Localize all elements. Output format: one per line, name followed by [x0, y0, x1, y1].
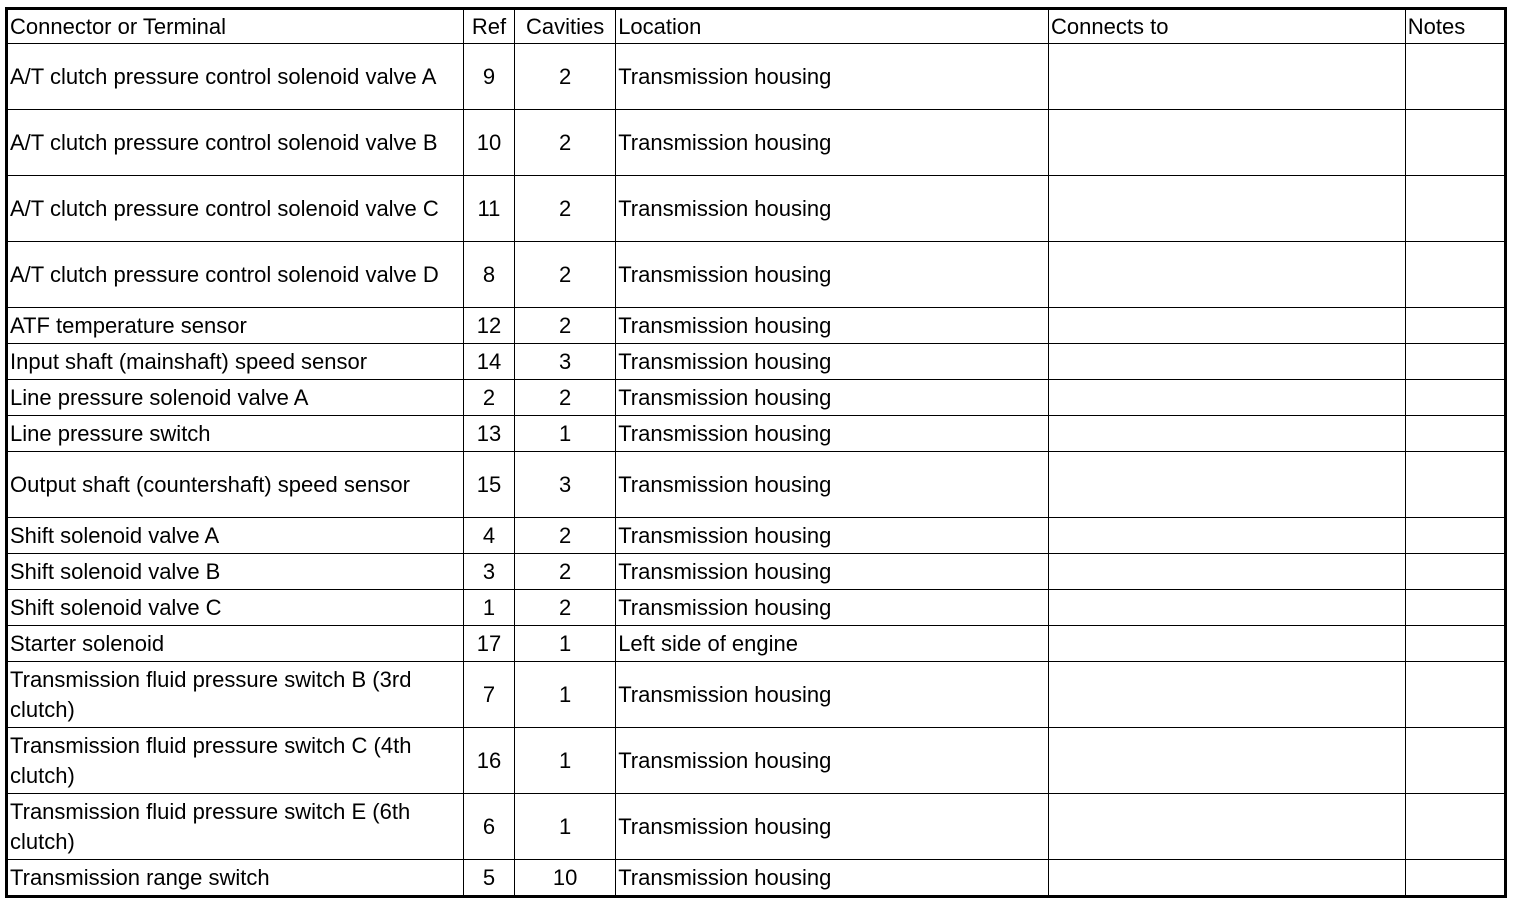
cell-connector: Shift solenoid valve A — [7, 518, 464, 554]
cell-ref: 15 — [463, 452, 514, 518]
cell-ref: 14 — [463, 344, 514, 380]
cell-connector: ATF temperature sensor — [7, 308, 464, 344]
cell-cavities: 3 — [515, 344, 616, 380]
table-row — [7, 860, 1506, 897]
cell-ref: 9 — [463, 44, 514, 110]
cell-connector: Transmission fluid pressure switch B (3rd clutch) — [7, 662, 464, 728]
cell-ref: 4 — [463, 518, 514, 554]
cell-connects-to — [1049, 308, 1406, 344]
header-connector: Connector or Terminal — [7, 9, 464, 44]
cell-notes — [1405, 728, 1505, 794]
cell-notes — [1405, 554, 1505, 590]
cell-ref: 8 — [463, 242, 514, 308]
cell-connects-to — [1049, 110, 1406, 176]
table-row — [7, 416, 1506, 452]
cell-connects-to — [1049, 344, 1406, 380]
cell-cavities: 10 — [515, 860, 616, 897]
cell-cavities: 2 — [515, 554, 616, 590]
cell-ref: 12 — [463, 308, 514, 344]
cell-location: Transmission housing — [616, 242, 1049, 308]
table-body — [7, 44, 1506, 897]
cell-connector: Shift solenoid valve C — [7, 590, 464, 626]
cell-notes — [1405, 110, 1505, 176]
cell-location: Transmission housing — [616, 380, 1049, 416]
cell-location: Transmission housing — [616, 176, 1049, 242]
cell-notes — [1405, 590, 1505, 626]
cell-location: Transmission housing — [616, 662, 1049, 728]
cell-cavities: 2 — [515, 176, 616, 242]
cell-cavities: 2 — [515, 380, 616, 416]
table-row — [7, 380, 1506, 416]
cell-ref: 11 — [463, 176, 514, 242]
cell-notes — [1405, 380, 1505, 416]
cell-connector: Shift solenoid valve B — [7, 554, 464, 590]
cell-cavities: 3 — [515, 452, 616, 518]
header-cavities: Cavities — [515, 9, 616, 44]
cell-connects-to — [1049, 44, 1406, 110]
cell-cavities: 2 — [515, 518, 616, 554]
cell-ref: 3 — [463, 554, 514, 590]
cell-connects-to — [1049, 380, 1406, 416]
connector-table-sheet — [5, 7, 1507, 898]
cell-notes — [1405, 176, 1505, 242]
cell-location: Transmission housing — [616, 518, 1049, 554]
cell-location: Transmission housing — [616, 44, 1049, 110]
cell-ref: 6 — [463, 794, 514, 860]
cell-location: Transmission housing — [616, 860, 1049, 897]
cell-connects-to — [1049, 626, 1406, 662]
cell-location: Transmission housing — [616, 590, 1049, 626]
cell-connects-to — [1049, 860, 1406, 897]
cell-connects-to — [1049, 242, 1406, 308]
cell-notes — [1405, 242, 1505, 308]
cell-notes — [1405, 308, 1505, 344]
cell-location: Transmission housing — [616, 554, 1049, 590]
cell-notes — [1405, 416, 1505, 452]
cell-connector: A/T clutch pressure control solenoid valve A — [7, 44, 464, 110]
table-row — [7, 518, 1506, 554]
table-row — [7, 110, 1506, 176]
header-row — [7, 9, 1506, 44]
table-row — [7, 626, 1506, 662]
cell-connector: A/T clutch pressure control solenoid valve C — [7, 176, 464, 242]
cell-location: Transmission housing — [616, 416, 1049, 452]
cell-cavities: 1 — [515, 416, 616, 452]
cell-ref: 17 — [463, 626, 514, 662]
cell-notes — [1405, 452, 1505, 518]
cell-connector: Starter solenoid — [7, 626, 464, 662]
cell-ref: 2 — [463, 380, 514, 416]
cell-ref: 13 — [463, 416, 514, 452]
table-row — [7, 176, 1506, 242]
cell-connects-to — [1049, 518, 1406, 554]
cell-connector: Input shaft (mainshaft) speed sensor — [7, 344, 464, 380]
connector-table — [5, 7, 1507, 898]
cell-ref: 7 — [463, 662, 514, 728]
table-row — [7, 662, 1506, 728]
table-row — [7, 590, 1506, 626]
cell-notes — [1405, 518, 1505, 554]
table-row — [7, 554, 1506, 590]
cell-cavities: 2 — [515, 44, 616, 110]
cell-connector: Transmission fluid pressure switch C (4th clutch) — [7, 728, 464, 794]
cell-location: Transmission housing — [616, 452, 1049, 518]
cell-ref: 5 — [463, 860, 514, 897]
cell-cavities: 2 — [515, 590, 616, 626]
header-connects-to: Connects to — [1049, 9, 1406, 44]
cell-cavities: 1 — [515, 728, 616, 794]
header-notes: Notes — [1405, 9, 1505, 44]
cell-connects-to — [1049, 452, 1406, 518]
cell-connects-to — [1049, 662, 1406, 728]
cell-cavities: 1 — [515, 662, 616, 728]
cell-connects-to — [1049, 416, 1406, 452]
cell-connects-to — [1049, 554, 1406, 590]
cell-connector: Transmission fluid pressure switch E (6th clutch) — [7, 794, 464, 860]
header-ref: Ref — [463, 9, 514, 44]
cell-cavities: 2 — [515, 110, 616, 176]
table-row — [7, 308, 1506, 344]
cell-location: Left side of engine — [616, 626, 1049, 662]
cell-connector: A/T clutch pressure control solenoid valve D — [7, 242, 464, 308]
cell-ref: 1 — [463, 590, 514, 626]
cell-location: Transmission housing — [616, 344, 1049, 380]
cell-notes — [1405, 662, 1505, 728]
cell-notes — [1405, 344, 1505, 380]
cell-connector: A/T clutch pressure control solenoid valve B — [7, 110, 464, 176]
cell-connects-to — [1049, 176, 1406, 242]
cell-cavities: 2 — [515, 308, 616, 344]
cell-connector: Line pressure switch — [7, 416, 464, 452]
cell-ref: 16 — [463, 728, 514, 794]
table-row — [7, 794, 1506, 860]
header-location: Location — [616, 9, 1049, 44]
table-row — [7, 242, 1506, 308]
cell-location: Transmission housing — [616, 728, 1049, 794]
cell-connector: Line pressure solenoid valve A — [7, 380, 464, 416]
cell-connector: Output shaft (countershaft) speed sensor — [7, 452, 464, 518]
cell-notes — [1405, 794, 1505, 860]
cell-notes — [1405, 44, 1505, 110]
cell-cavities: 1 — [515, 626, 616, 662]
cell-location: Transmission housing — [616, 110, 1049, 176]
table-row — [7, 344, 1506, 380]
cell-connects-to — [1049, 728, 1406, 794]
cell-location: Transmission housing — [616, 794, 1049, 860]
cell-connector: Transmission range switch — [7, 860, 464, 897]
cell-connects-to — [1049, 590, 1406, 626]
cell-cavities: 2 — [515, 242, 616, 308]
cell-notes — [1405, 860, 1505, 897]
table-row — [7, 452, 1506, 518]
cell-cavities: 1 — [515, 794, 616, 860]
cell-notes — [1405, 626, 1505, 662]
table-row — [7, 728, 1506, 794]
cell-connects-to — [1049, 794, 1406, 860]
cell-ref: 10 — [463, 110, 514, 176]
cell-location: Transmission housing — [616, 308, 1049, 344]
table-row — [7, 44, 1506, 110]
